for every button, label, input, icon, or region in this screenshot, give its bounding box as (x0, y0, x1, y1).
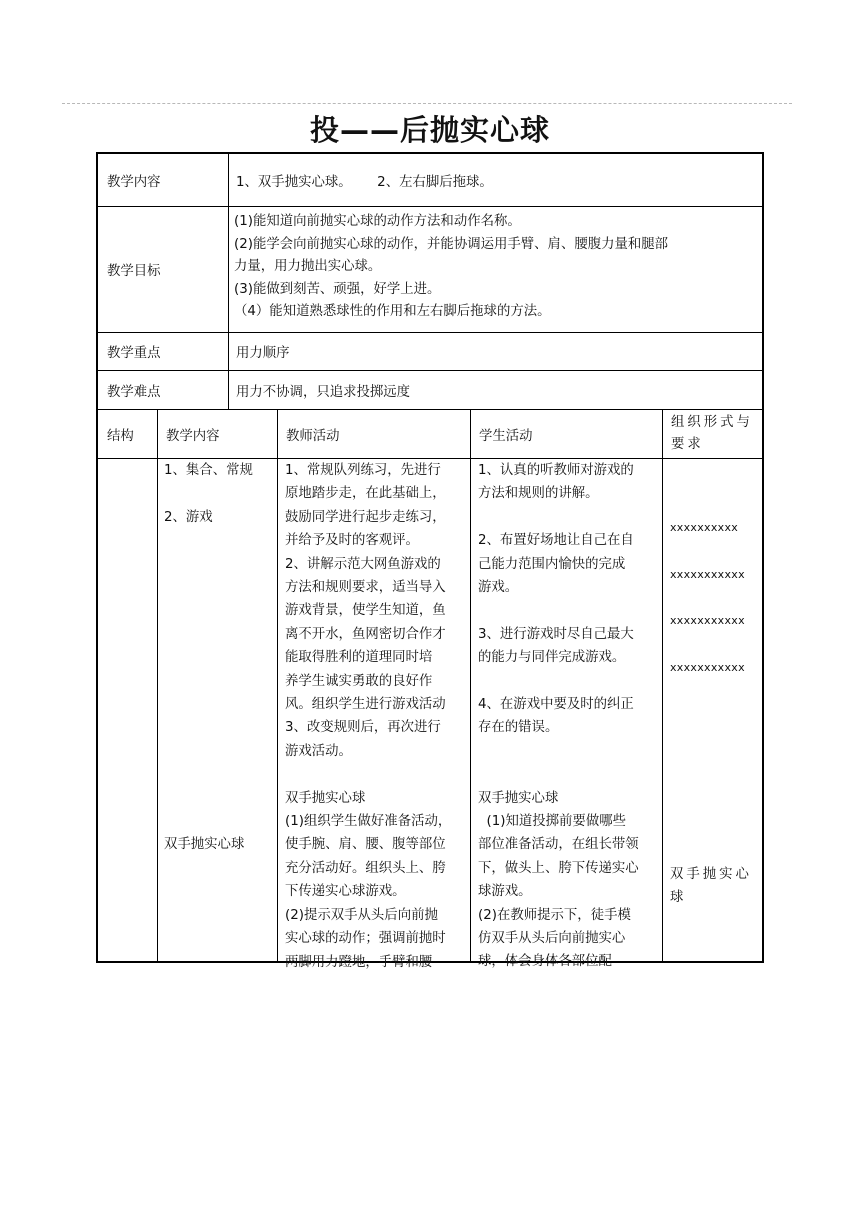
teacher-line: 方法和规则要求，适当导入 (285, 580, 446, 596)
value-key-point: 用力顺序 (236, 346, 290, 361)
student-line: 方法和规则的讲解。 (478, 486, 599, 502)
formation-mark: xxxxxxxxxxx (670, 614, 745, 627)
student-line: 游戏。 (478, 580, 519, 596)
teacher-line: 3、改变规则后，再次进行 (285, 720, 441, 736)
header-org: 组织形式与要求 (671, 415, 753, 452)
student-line: 2、布置好场地让自己在自 (478, 533, 634, 549)
org-text-line: 球 (670, 890, 684, 906)
teacher-line: 原地踏步走，在此基础上， (285, 486, 446, 502)
header-content: 教学内容 (166, 428, 220, 444)
student-line: 仿双手从头后向前抛实心 (478, 931, 626, 947)
formation-mark: xxxxxxxxxx (670, 521, 739, 534)
teacher-line: 鼓励同学进行起步走练习， (285, 509, 446, 525)
teacher-line: 使手腕、肩、腰、腹等部位 (285, 837, 446, 853)
teacher-line: 游戏背景，使学生知道，鱼 (285, 603, 446, 619)
teacher-line: 双手抛实心球 (285, 790, 366, 806)
row-teaching-content (98, 154, 762, 207)
header-student: 学生活动 (479, 428, 533, 444)
goal-line: （4）能知道熟悉球性的作用和左右脚后拖球的方法。 (234, 304, 551, 320)
student-line: 部位准备活动，在组长带领 (478, 837, 639, 853)
formation-mark: xxxxxxxxxxx (670, 567, 745, 581)
header-teacher: 教师活动 (286, 428, 340, 444)
organization-column (670, 459, 758, 910)
teacher-line: 充分活动好。组织头上、胯 (285, 860, 446, 876)
teacher-line: 能取得胜利的道理同时培 (285, 650, 433, 666)
student-line: 4、在游戏中要及时的纠正 (478, 697, 634, 713)
student-line: 下，做头上、胯下传递实心 (478, 860, 639, 876)
content-item: 双手抛实心球 (164, 837, 245, 853)
label-teaching-goals: 教学目标 (98, 207, 229, 332)
value-difficulty: 用力不协调，只追求投掷远度 (236, 384, 411, 400)
value-teaching-content: 1、双手抛实心球。 2、左右脚后拖球。 (236, 174, 493, 190)
teacher-line: 养学生诚实勇敢的良好作 (285, 673, 433, 689)
student-line: 1、认真的听教师对游戏的 (478, 463, 634, 478)
teacher-line: 下传递实心球游戏。 (285, 884, 406, 900)
org-text-line: 双手抛实心 (670, 867, 752, 882)
label-difficulty: 教学难点 (98, 371, 229, 409)
teacher-line: 并给予及时的客观评。 (285, 533, 419, 549)
row-difficulty (98, 371, 762, 410)
teacher-line: 风。组织学生进行游戏活动 (285, 697, 446, 713)
student-line: 己能力范围内愉快的完成 (478, 556, 626, 572)
student-line: 球，体会身体各部位配 (478, 954, 612, 970)
teacher-line: 实心球的动作；强调前抛时 (285, 931, 446, 947)
content-column (164, 459, 276, 857)
teacher-line: 两脚用力蹬地，手臂和腰 (285, 954, 433, 970)
teacher-line: 2、讲解示范大网鱼游戏的 (285, 556, 441, 572)
goal-line: (1)能知道向前抛实心球的动作方法和动作名称。 (234, 214, 521, 229)
student-line: (2)在教师提示下，徒手模 (478, 907, 631, 923)
page-header-dashed-line (62, 103, 792, 104)
content-item: 1、集合、常规 (164, 463, 253, 478)
lesson-plan-table (96, 152, 764, 970)
goal-line: 力量，用力抛出实心球。 (234, 259, 382, 275)
value-teaching-goals (229, 211, 762, 324)
teacher-line: 离不开水，鱼网密切合作才 (285, 626, 446, 642)
student-line: 存在的错误。 (478, 720, 559, 736)
teacher-line: 1、常规队列练习，先进行 (285, 463, 441, 478)
document-title: 投——后抛实心球 (309, 113, 550, 147)
teacher-line: (2)提示双手从头后向前抛 (285, 907, 438, 923)
goal-line: (2)能学会向前抛实心球的动作，并能协调运用手臂、肩、腰腹力量和腿部 (234, 236, 669, 252)
student-line: 双手抛实心球 (478, 790, 559, 806)
column-divider (157, 410, 158, 961)
student-line: 的能力与同伴完成游戏。 (478, 650, 626, 666)
teacher-activity-column (285, 459, 471, 974)
label-key-point: 教学重点 (98, 333, 229, 370)
content-item: 2、游戏 (164, 509, 213, 525)
row-key-point (98, 333, 762, 371)
teacher-line: 游戏活动。 (285, 743, 352, 759)
column-divider (662, 410, 663, 961)
student-activity-column (478, 459, 660, 974)
student-line: 3、进行游戏时尽自己最大 (478, 626, 634, 642)
teacher-line: (1)组织学生做好准备活动， (285, 814, 452, 830)
student-line: (1)知道投掷前要做哪些 (478, 814, 626, 830)
formation-mark: xxxxxxxxxxx (670, 660, 745, 674)
label-teaching-content: 教学内容 (98, 154, 229, 206)
column-divider (277, 410, 278, 961)
student-line: 球游戏。 (478, 884, 532, 900)
row-teaching-goals (98, 207, 762, 333)
goal-line: (3)能做到刻苦、顽强，好学上进。 (234, 281, 441, 297)
header-structure: 结构 (107, 428, 134, 444)
